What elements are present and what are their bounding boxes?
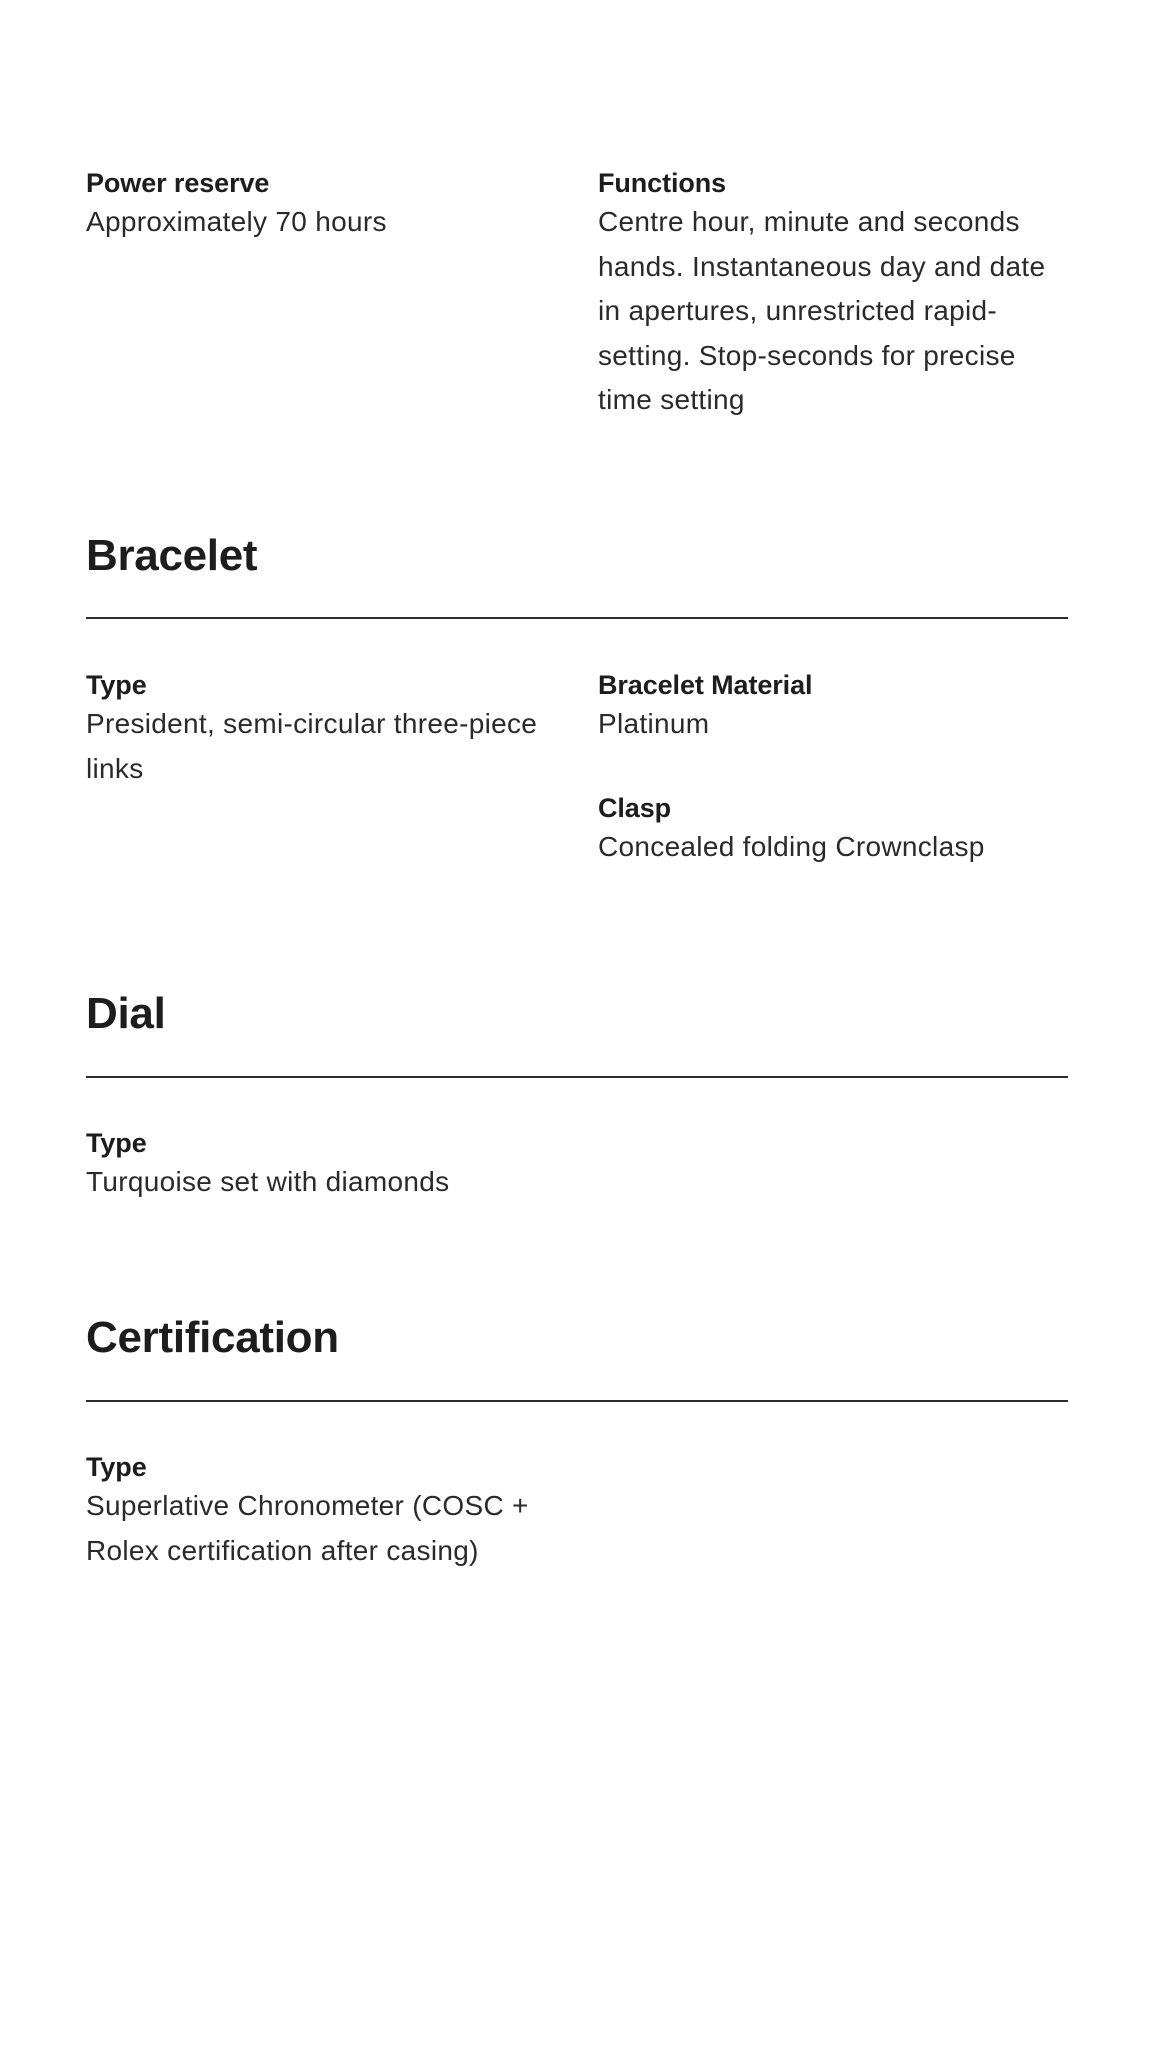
functions-label: Functions	[598, 168, 727, 198]
certification-type-label: Type	[86, 1452, 147, 1482]
bracelet-left-column	[86, 668, 598, 869]
power-reserve-label: Power reserve	[86, 168, 270, 198]
dial-type-value: Turquoise set with diamonds	[86, 1166, 450, 1197]
movement-specs	[86, 166, 1068, 423]
clasp-value: Concealed folding Crownclasp	[598, 830, 985, 862]
certification-divider	[86, 1400, 1068, 1402]
bracelet-section-title: Bracelet	[86, 531, 258, 580]
functions-spec	[598, 166, 1068, 423]
movement-left-column	[86, 166, 598, 423]
bracelet-material-spec	[598, 668, 1068, 747]
bracelet-type-spec	[86, 668, 598, 791]
functions-value: Centre hour, minute and seconds hands. Instantaneous day and date in apertures, unrestricted rapid-setting. Stop-seconds for precise time setting	[598, 206, 1046, 415]
bracelet-material-label: Bracelet Material	[598, 670, 813, 700]
bracelet-divider	[86, 617, 1068, 619]
movement-right-column	[598, 166, 1068, 423]
clasp-label: Clasp	[598, 792, 672, 823]
dial-divider	[86, 1076, 1068, 1078]
dial-section-title: Dial	[86, 989, 166, 1038]
certification-section-title: Certification	[86, 1313, 339, 1362]
bracelet-type-value: President, semi-circular three-piece links	[86, 708, 538, 784]
dial-type-label: Type	[86, 1128, 147, 1158]
power-reserve-value: Approximately 70 hours	[86, 206, 387, 237]
bracelet-material-value: Platinum	[598, 708, 710, 739]
certification-type-spec	[86, 1450, 598, 1573]
power-reserve-spec	[86, 166, 598, 245]
bracelet-specs	[86, 668, 1068, 869]
bracelet-type-label: Type	[86, 670, 147, 700]
certification-type-value: Superlative Chronometer (COSC + Rolex certification after casing)	[86, 1490, 529, 1566]
certification-left-column	[86, 1450, 598, 1573]
certification-specs	[86, 1450, 598, 1573]
bracelet-right-column	[598, 668, 1068, 869]
dial-specs	[86, 1126, 598, 1205]
dial-left-column	[86, 1126, 598, 1205]
dial-type-spec	[86, 1126, 598, 1205]
clasp-spec	[598, 791, 1068, 870]
